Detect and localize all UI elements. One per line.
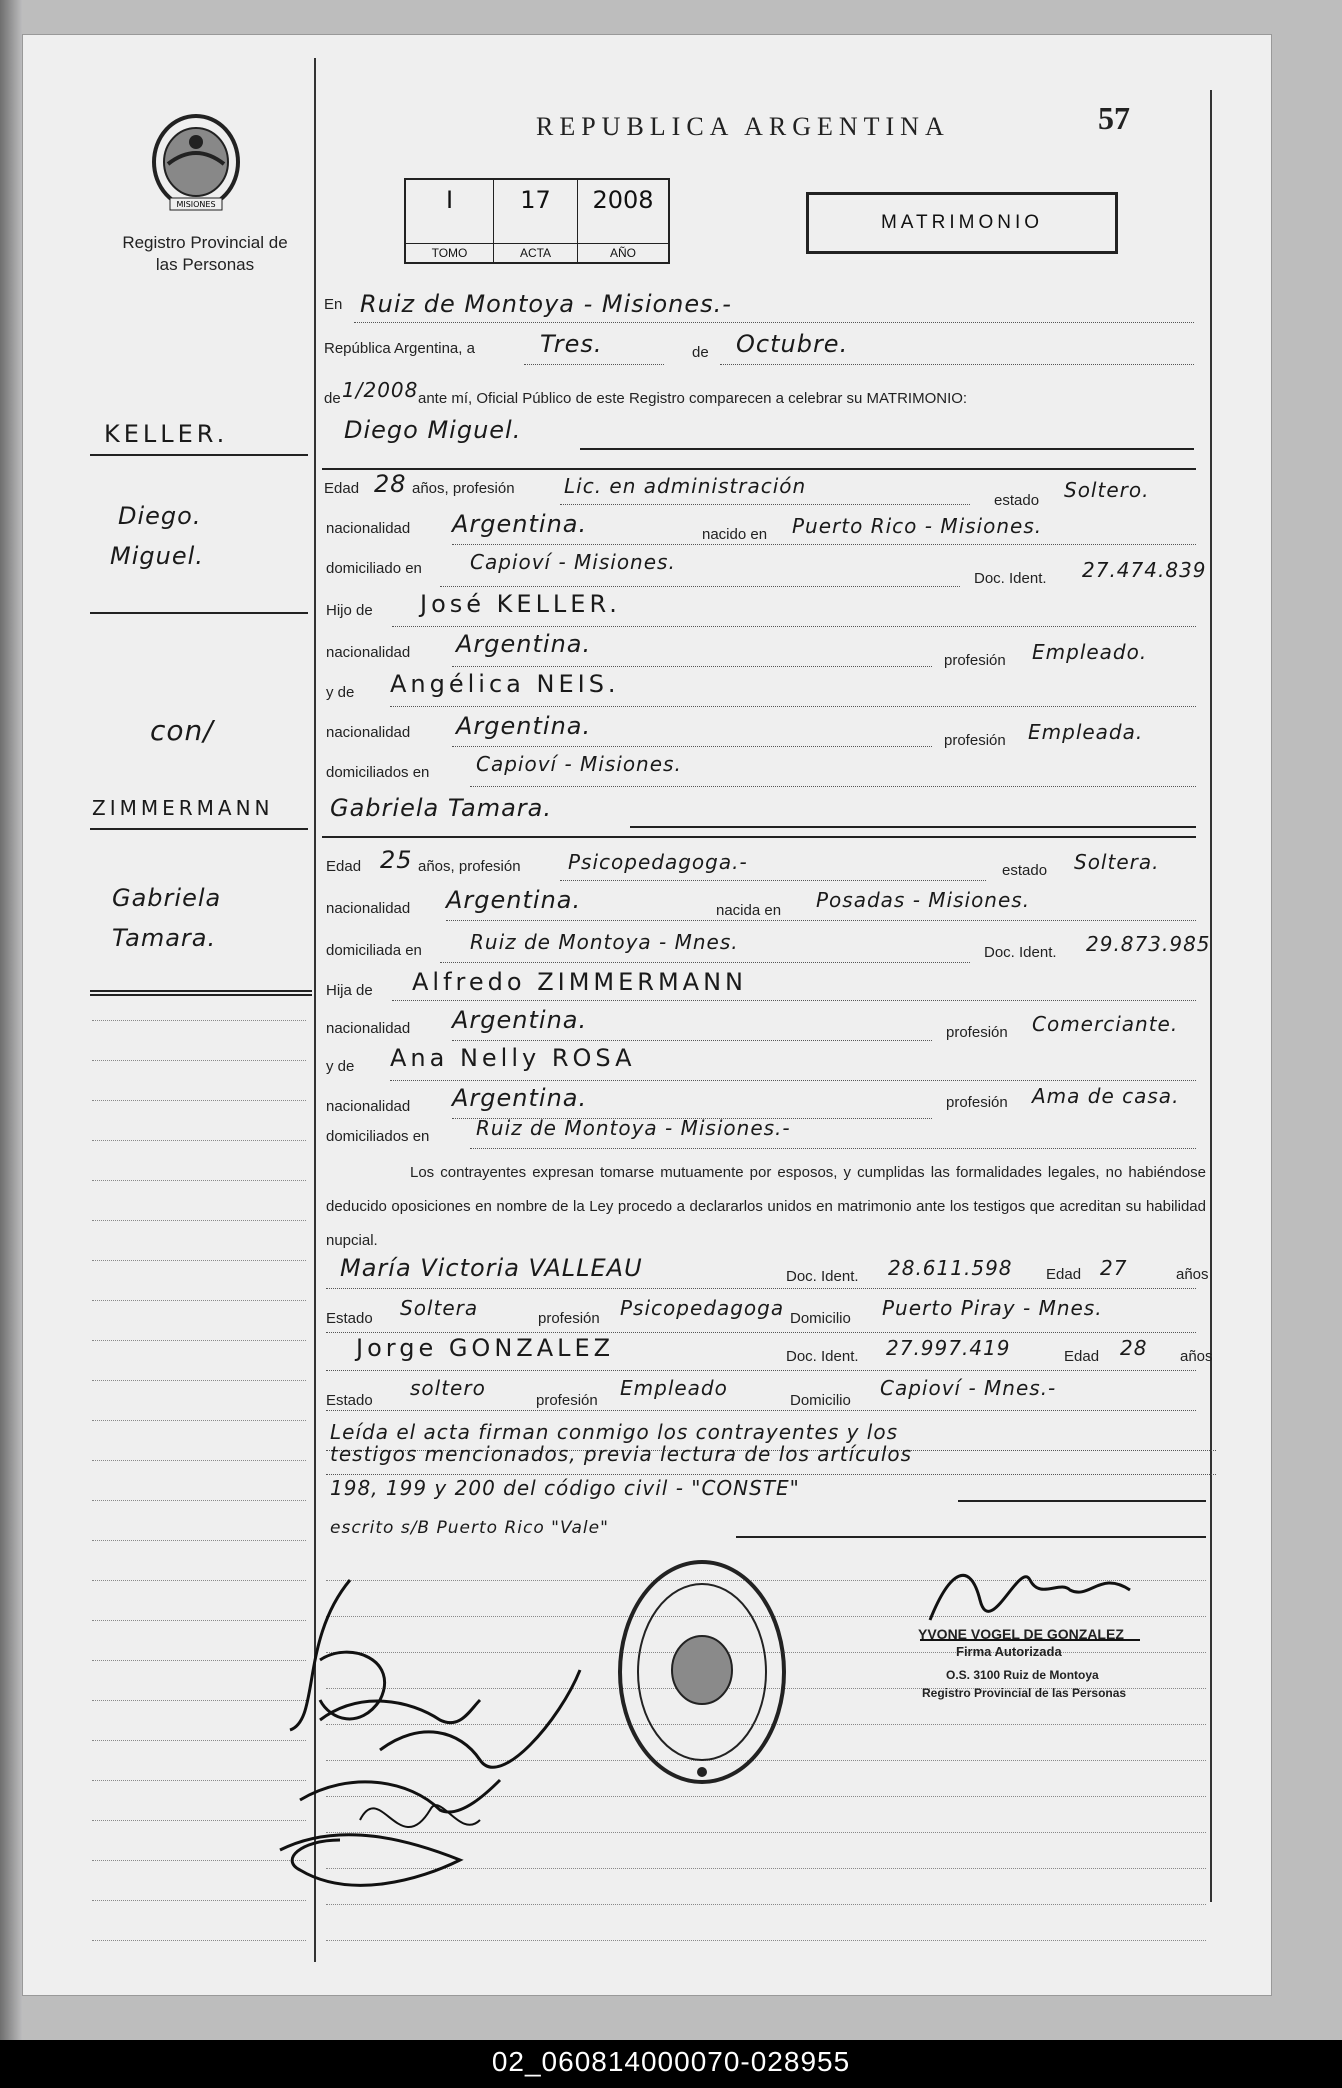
groom-parents-dom: Capioví - Misiones. (476, 752, 682, 776)
groom-hijo-label: Hijo de (326, 602, 373, 619)
bride-names: Gabriela Tamara. (330, 794, 552, 822)
field-line (446, 920, 1196, 921)
margin-ruled-line (92, 1220, 306, 1221)
witness2-profession: Empleado (620, 1376, 728, 1400)
field-line (958, 1500, 1206, 1502)
bride-nacida-label: nacida en (716, 902, 782, 919)
field-line (720, 364, 1194, 365)
bride-father-prof-label: profesión (946, 1024, 1008, 1041)
margin-rule (90, 828, 308, 830)
groom-prof-label: años, profesión (412, 480, 515, 497)
witness1-doc: 28.611.598 (888, 1256, 1013, 1280)
witness1-status: Soltera (400, 1296, 479, 1320)
bride-father-nat-label: nacionalidad (326, 1020, 411, 1037)
acta-label: ACTA (494, 243, 577, 262)
bride-domicile: Ruiz de Montoya - Mnes. (470, 930, 739, 954)
ano-value: 2008 (592, 186, 654, 214)
tomo-value: I (445, 186, 454, 214)
bride-status: Soltera. (1074, 850, 1160, 874)
field-line (580, 448, 1194, 450)
act-type-box: MATRIMONIO (806, 192, 1118, 254)
margin-ruled-line (92, 1380, 306, 1381)
de-label: de (692, 344, 709, 361)
bride-yde-label: y de (326, 1058, 355, 1075)
witness1-dom-label: Domicilio (790, 1310, 851, 1327)
field-line (440, 586, 960, 587)
bride-dom-label: domiciliada en (326, 942, 422, 959)
groom-edad-label: Edad (324, 480, 360, 497)
margin-ruled-line (92, 1500, 306, 1501)
year-value: 1/2008 (342, 378, 419, 402)
bride-father: Alfredo ZIMMERMANN (412, 968, 747, 996)
field-line (560, 504, 970, 505)
official-registry: Registro Provincial de las Personas (922, 1686, 1127, 1700)
witness1-name: María Victoria VALLEAU (340, 1254, 643, 1282)
bride-father-nat: Argentina. (452, 1006, 588, 1034)
day-value: Tres. (540, 330, 603, 358)
witness2-prof-label: profesión (536, 1392, 598, 1409)
groom-parents-dom-label: domiciliados en (326, 764, 430, 781)
groom-nacido-label: nacido en (702, 526, 768, 543)
field-line (560, 880, 986, 881)
bride-hija-label: Hija de (326, 982, 373, 999)
margin-groom-surname: KELLER. (104, 420, 229, 448)
groom-yde-label: y de (326, 684, 355, 701)
groom-mother-nat: Argentina. (456, 712, 592, 740)
acta-cell (494, 180, 578, 262)
margin-ruled-line (92, 1460, 306, 1461)
witness2-domicile: Capioví - Mnes.- (880, 1376, 1057, 1400)
groom-father: José KELLER. (420, 590, 621, 618)
field-line (452, 1040, 932, 1041)
place-value: Ruiz de Montoya - Misiones.- (360, 290, 732, 318)
book-reference-box (404, 178, 670, 264)
bride-mother-prof: Ama de casa. (1032, 1084, 1180, 1108)
groom-father-nat: Argentina. (456, 630, 592, 658)
margin-bride-name1: Gabriela (112, 884, 222, 912)
bride-doc-label: Doc. Ident. (984, 944, 1057, 961)
ruled-line (326, 1940, 1206, 1941)
declaration-text: Los contrayentes expresan tomarse mutuamente por esposos, y cumplidas las formalidades legales, no habiéndose deducido oposiciones en nombre de la Ley procedo a declararlos unidos en matrimonio ante los testigos que acreditan su habilidad nupcial. (326, 1164, 1206, 1249)
groom-mother: Angélica NEIS. (390, 670, 620, 698)
bride-mother-nat-label: nacionalidad (326, 1098, 411, 1115)
bride-nac-label: nacionalidad (326, 900, 411, 917)
margin-ruled-line (92, 1940, 306, 1941)
groom-nac-label: nacionalidad (326, 520, 411, 537)
groom-father-prof: Empleado. (1032, 640, 1148, 664)
ano-cell (578, 180, 668, 262)
groom-dom-label: domiciliado en (326, 560, 422, 577)
republic-title: REPUBLICA ARGENTINA (536, 112, 950, 141)
margin-ruled-line (92, 1420, 306, 1421)
month-value: Octubre. (736, 330, 849, 358)
witness1-anos-label: años (1176, 1266, 1209, 1283)
field-line (736, 1536, 1206, 1538)
year-prefix: de (324, 390, 341, 407)
margin-ruled-line (92, 1340, 306, 1341)
registry-label: Registro Provincial de las Personas (122, 233, 288, 274)
field-line (390, 706, 1196, 707)
groom-nationality: Argentina. (452, 510, 588, 538)
witness2-edad-label: Edad (1064, 1348, 1100, 1365)
book-spine (0, 0, 22, 2040)
bride-profession: Psicopedagoga.- (568, 850, 748, 874)
republica-label: República Argentina, a (324, 340, 475, 357)
seal-label: MISIONES (176, 200, 216, 209)
bride-birthplace: Posadas - Misiones. (816, 888, 1031, 912)
section-rule (322, 468, 1196, 470)
field-line (390, 1080, 1196, 1081)
official-stamp-icon (612, 1552, 792, 1792)
groom-mother-nat-label: nacionalidad (326, 724, 411, 741)
bride-father-prof: Comerciante. (1032, 1012, 1179, 1036)
en-label: En (324, 296, 343, 313)
witness1-prof-label: profesión (538, 1310, 600, 1327)
provincial-seal-icon (148, 112, 244, 216)
margin-groom-name2: Miguel. (110, 542, 204, 570)
closing-line3: 198, 199 y 200 del código civil - "CONSTE" (330, 1476, 800, 1500)
margin-ruled-line (92, 1060, 306, 1061)
closing-line2: testigos mencionados, previa lectura de los artículos (330, 1442, 913, 1466)
official-name: YVONE VOGEL DE GONZALEZ (918, 1626, 1124, 1642)
margin-ruled-line (92, 1260, 306, 1261)
groom-doc: 27.474.839 (1082, 558, 1207, 582)
margin-ruled-line (92, 1300, 306, 1301)
bride-mother: Ana Nelly ROSA (390, 1044, 636, 1072)
groom-mother-prof: Empleada. (1028, 720, 1144, 744)
margin-ruled-line (92, 1180, 306, 1181)
right-border (1210, 90, 1212, 1902)
groom-names: Diego Miguel. (344, 416, 522, 444)
margin-bride-name2: Tamara. (112, 924, 217, 952)
field-line (452, 544, 1196, 545)
signatures-image (260, 1520, 600, 1920)
field-line (524, 364, 664, 365)
bride-parents-dom: Ruiz de Montoya - Misiones.- (476, 1116, 791, 1140)
witness1-domicile: Puerto Piray - Mnes. (882, 1296, 1103, 1320)
field-line (440, 962, 970, 963)
field-line (326, 1370, 1196, 1371)
witness2-doc-label: Doc. Ident. (786, 1348, 859, 1365)
witness2-name: Jorge GONZALEZ (356, 1334, 615, 1362)
acta-value: 17 (520, 186, 551, 214)
field-line (452, 746, 932, 747)
bride-prof-label: años, profesión (418, 858, 521, 875)
field-line (630, 826, 1196, 828)
margin-double-rule (90, 990, 312, 996)
closing-line1: Leída el acta firman conmigo los contrayentes y los (330, 1420, 899, 1444)
margin-ruled-line (92, 1100, 306, 1101)
witness2-status: soltero (410, 1376, 486, 1400)
field-line (452, 666, 932, 667)
groom-mother-prof-label: profesión (944, 732, 1006, 749)
bride-nationality: Argentina. (446, 886, 582, 914)
witness1-edad-label: Edad (1046, 1266, 1082, 1283)
bride-edad-label: Edad (326, 858, 362, 875)
groom-doc-label: Doc. Ident. (974, 570, 1047, 587)
witness2-doc: 27.997.419 (886, 1336, 1011, 1360)
ano-label: AÑO (578, 243, 668, 262)
groom-father-prof-label: profesión (944, 652, 1006, 669)
groom-status: Soltero. (1064, 478, 1150, 502)
witness2-dom-label: Domicilio (790, 1392, 851, 1409)
official-signature-image (900, 1540, 1160, 1660)
section-rule (322, 836, 1196, 838)
field-line (470, 1148, 1196, 1149)
witness2-estado-label: Estado (326, 1392, 373, 1409)
margin-groom-name1: Diego. (118, 502, 202, 530)
page-number: 57 (1098, 100, 1130, 136)
groom-profession: Lic. en administración (564, 474, 807, 498)
field-line (392, 626, 1196, 627)
field-line (326, 1410, 1196, 1411)
field-line (326, 1288, 1196, 1289)
margin-rule (90, 454, 308, 456)
groom-estado-label: estado (994, 492, 1040, 509)
witness2-anos-label: años (1180, 1348, 1213, 1365)
witness2-age: 28 (1120, 1336, 1148, 1360)
tomo-cell (406, 180, 494, 262)
field-line (354, 322, 1194, 323)
field-line (326, 1332, 1196, 1333)
bride-estado-label: estado (1002, 862, 1048, 879)
field-line (326, 1474, 1216, 1475)
witness1-estado-label: Estado (326, 1310, 373, 1327)
groom-father-nat-label: nacionalidad (326, 644, 411, 661)
groom-domicile: Capioví - Misiones. (470, 550, 676, 574)
official-role: Firma Autorizada (956, 1644, 1062, 1659)
appear-text: ante mí, Oficial Público de este Registro comparecen a celebrar su MATRIMONIO: (418, 390, 968, 407)
margin-rule (90, 612, 308, 614)
tomo-label: TOMO (406, 243, 493, 262)
bride-mother-prof-label: profesión (946, 1094, 1008, 1111)
margin-bride-surname: ZIMMERMANN (92, 796, 274, 820)
witness1-doc-label: Doc. Ident. (786, 1268, 859, 1285)
scan-footer-code: 02_060814000070-028955 (491, 2046, 851, 2077)
bride-parents-dom-label: domiciliados en (326, 1128, 430, 1145)
official-office: O.S. 3100 Ruiz de Montoya (946, 1668, 1099, 1682)
field-line (392, 1000, 1196, 1001)
witness1-profession: Psicopedagoga (620, 1296, 785, 1320)
bride-mother-nat: Argentina. (452, 1084, 588, 1112)
field-line (470, 786, 1196, 787)
margin-ruled-line (92, 1140, 306, 1141)
bride-doc: 29.873.985 (1086, 932, 1211, 956)
witness1-age: 27 (1100, 1256, 1128, 1280)
margin-ruled-line (92, 1020, 306, 1021)
closing-line4: escrito s/B Puerto Rico "Vale" (330, 1518, 609, 1538)
groom-age: 28 (374, 470, 407, 498)
margin-conj: con/ (150, 714, 214, 747)
bride-age: 25 (380, 846, 413, 874)
groom-birthplace: Puerto Rico - Misiones. (792, 514, 1043, 538)
